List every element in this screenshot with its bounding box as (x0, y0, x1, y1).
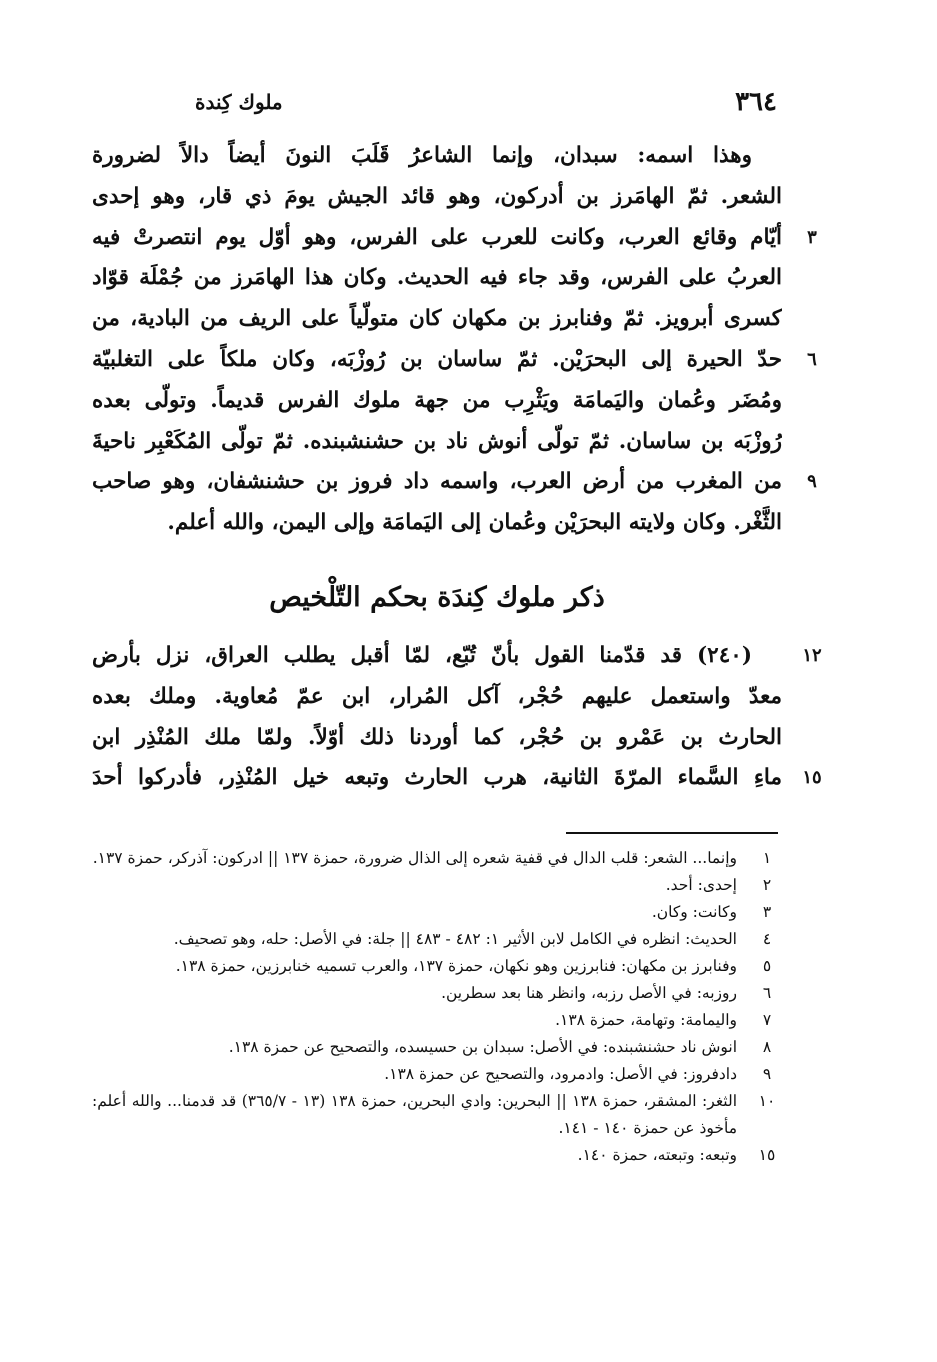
text-line: وهذا اسمه: سبدان، وإنما الشاعرُ قَلَبَ النونَ أيضاً دالاً لضرورة (92, 143, 752, 168)
footnote (92, 1034, 782, 1061)
footnote-number: ٤ (762, 930, 772, 948)
page-number: ٣٦٤ (735, 87, 777, 117)
text-line: معدّ واستعمل عليهم حُجْر، آكل المُرار، ابن عمّ مُعاوية. وملك بعده (92, 683, 782, 709)
line-number: ٣ (807, 226, 817, 248)
footnote-text: وتبعه: وتبعته، حمزة ١٤٠. (577, 1146, 737, 1164)
text-line: العربُ على الفرس، وقد جاء فيه الحديث. وكان هذا الهامَرز من جُمْلَة قوّاد (92, 265, 782, 291)
line-number: ١٢ (802, 645, 822, 666)
text-line: كسرى أبرويز. ثمّ وفنابرز بن مكهان كان متولّياً على الريف من البادية، من (92, 306, 782, 332)
footnote-number: ٩ (762, 1065, 772, 1083)
line-number: ٦ (807, 349, 817, 370)
main-text (92, 136, 782, 544)
footnote (92, 1142, 782, 1169)
footnote-number: ٥ (762, 957, 772, 975)
footnote-number: ١٥ (758, 1146, 776, 1164)
footnotes (92, 845, 782, 1169)
text-line: من المغرب من أرض العرب، واسمه داد فروز بن حشنشفان، وهو صاحب (92, 469, 782, 495)
footnote-number: ١ (762, 849, 772, 867)
footnote-text: الحديث: انظره في الكامل لابن الأثير ١: ٤٨٢ - ٤٨٣ || جلة: في الأصل: حله، وهو تصحيف. (173, 930, 737, 948)
text-line: (٢٤٠) قد قدّمنا القول بأنّ تُبّع، لمّا أقبل يطلب العراق، نزل بأرض (92, 643, 752, 668)
page-header (95, 84, 777, 120)
footnote-text: وإنما... الشعر: قلب الدال في قفية شعره إلى الذال ضرورة، حمزة ١٣٧ || ادركون: آذركر، حمزة ١٣٧. (92, 849, 737, 867)
footnote-text: إحدى: أحد. (665, 876, 737, 894)
running-title: ملوك كِندة (195, 90, 283, 114)
footnote (92, 1007, 782, 1034)
footnote-number: ١٠ (758, 1092, 776, 1110)
text-line: حدّ الحيرة إلى البحرَيْن. ثمّ ساسان بن رُوزْبَه، وكان ملكاً على التغلبيّة (92, 346, 782, 372)
footnote-text: وفنابرز بن مكهان: فنابرزين وهو نكهان، حمزة ١٣٧، والعرب تسميه خنابرزين، حمزة ١٣٨. (175, 957, 737, 975)
footnote (92, 899, 782, 926)
section-text (92, 636, 782, 799)
footnote-text: انوش ناد حشنشبنده: في الأصل: سبدان بن حسيسده، والتصحيح عن حمزة ١٣٨. (228, 1038, 737, 1056)
footnote-number: ٧ (762, 1011, 772, 1029)
footnote (92, 980, 782, 1007)
line-number: ١٥ (802, 767, 822, 789)
footnote-separator (566, 832, 778, 834)
footnote-number: ٦ (762, 984, 772, 1002)
text-line: رُوزْبَه بن ساسان. ثمّ تولّى أنوش ناد بن حشنشبنده. ثمّ تولّى المُكَعْبِر ناحيةَ (92, 428, 782, 454)
footnote-number: ٢ (762, 876, 772, 894)
footnote-text: روزبه: في الأصل رزبه، وانظر هنا بعد سطرين. (441, 984, 737, 1002)
footnote-text: واليمامة: وتهامة، حمزة ١٣٨. (555, 1011, 737, 1029)
footnote (92, 872, 782, 899)
footnote-text: وكانت: وكان. (651, 903, 737, 921)
section-heading: ذكر ملوك كِندَة بحكم التّلْخيص (269, 582, 605, 613)
text-line: الحارث بن عَمْرو بن حُجْر، كما أوردنا ذلك أوّلاً. ولمّا ملك المُنْذِر ابن (92, 724, 782, 750)
text-line: الثَّغْر. وكان ولايته البحرَيْن وعُمان إلى اليَمامَة وإلى اليمن، والله أعلم. (167, 510, 782, 536)
footnote (92, 845, 782, 872)
footnote (92, 953, 782, 980)
text-line: الشعر. ثمّ الهامَرز بن أدركون، وهو قائد الجيش يومَ ذي قار، وهو إحدى (92, 183, 782, 209)
footnote-number: ٣ (762, 903, 772, 921)
line-number: ٩ (807, 471, 817, 493)
text-line: ومُضَر وعُمان واليَمامَة ويَثْرِب من جهة ملوك الفرس قديماً. وتولّى بعده (92, 387, 782, 413)
footnote-text: دادفروز: في الأصل: وادمرود، والتصحيح عن حمزة ١٣٨. (384, 1065, 737, 1083)
text-line: ماءِ السَّماء المرّةَ الثانية، هرب الحارث وتبعه خيل المُنْذِر، فأدركوا أحدَ (92, 765, 782, 791)
footnote (92, 926, 782, 953)
footnote-number: ٨ (762, 1038, 772, 1056)
footnote (92, 1088, 782, 1142)
text-line: أيّام وقائع العرب، وكانت للعرب على الفرس، وهو أوّل يوم انتصرتْ فيه (92, 224, 782, 250)
footnote (92, 1061, 782, 1088)
footnote-text: الثغر: المشقر، حمزة ١٣٨ || البحرين: وادي البحرين، حمزة ١٣٨ (١٣ - ٣٦٥/٧) قد قدمنا... والله أعلم: مأخوذ عن حمزة ١٤٠ - ١٤١. (92, 1092, 738, 1137)
